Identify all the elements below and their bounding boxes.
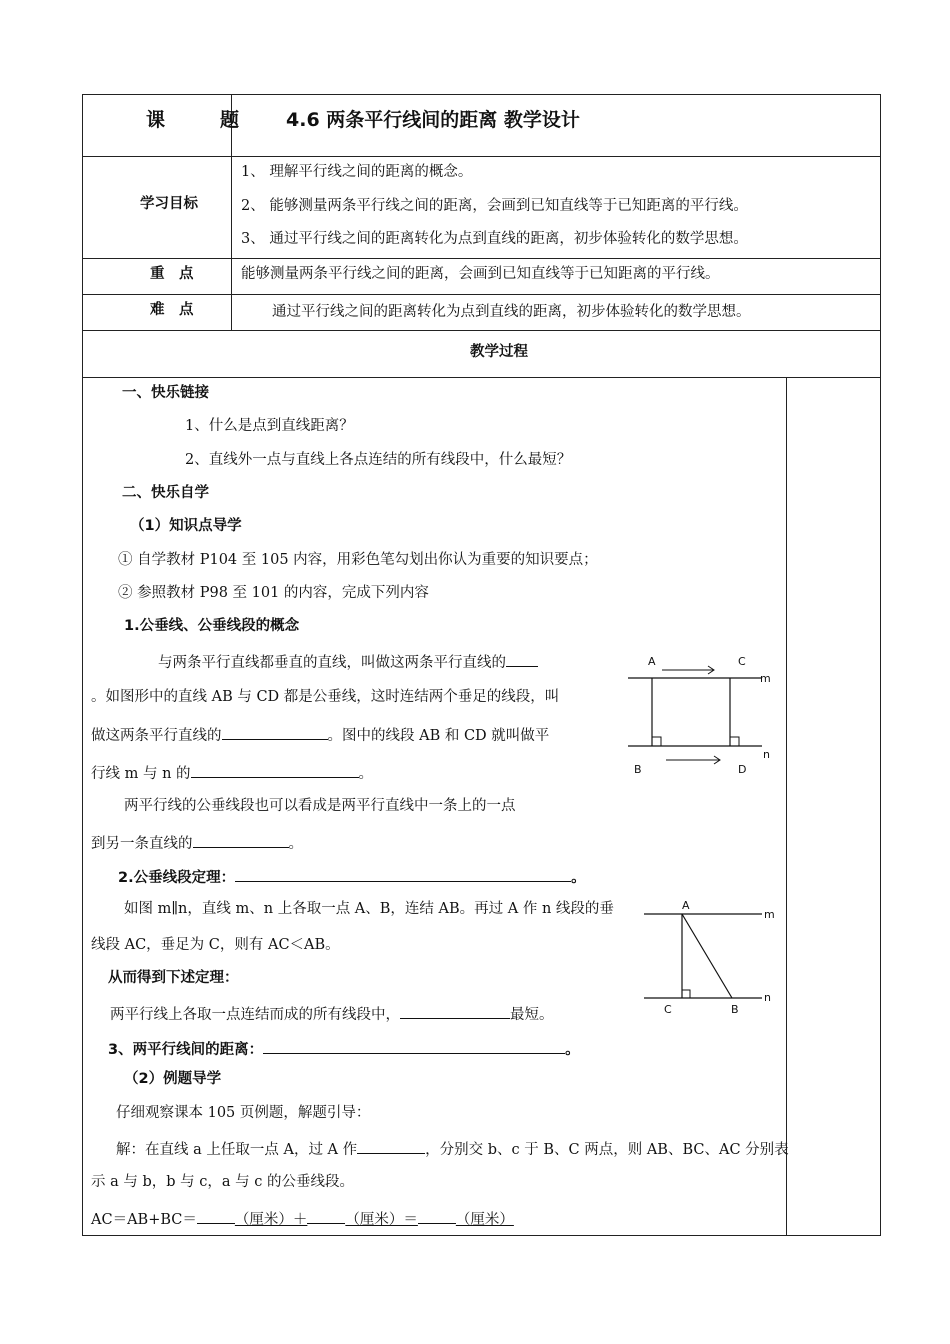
- fill-blank[interactable]: [235, 865, 571, 882]
- label-a: A: [682, 899, 690, 912]
- concept-heading: 3、两平行线间的距离： 。: [108, 1037, 580, 1060]
- concept-text: 。如图形中的直线 AB 与 CD 都是公垂线，这时连结两个垂足的线段，叫: [91, 689, 560, 705]
- key-point-text: 能够测量两条平行线之间的距离，会画到已知直线等于已知距离的平行线。: [241, 266, 720, 282]
- concept-heading: 1.公垂线、公垂线段的概念: [124, 618, 300, 634]
- fill-blank[interactable]: [197, 1207, 235, 1224]
- fill-blank[interactable]: [357, 1137, 425, 1154]
- common-perpendicular-figure: [620, 648, 780, 778]
- process-title: 教学过程: [470, 344, 528, 360]
- fill-blank[interactable]: [506, 650, 538, 667]
- concept-subheading: 从而得到下述定理：: [108, 970, 239, 986]
- objective-item: 1、 理解平行线之间的距离的概念。: [241, 164, 473, 180]
- course-title: 4.6 两条平行线间的距离 教学设计: [286, 109, 580, 131]
- key-point-label: 重 点: [150, 266, 194, 282]
- section-heading: 二、快乐自学: [122, 485, 209, 501]
- concept-text: 两平行线的公垂线段也可以看成是两平行直线中一条上的一点: [124, 798, 516, 814]
- label-m: m: [760, 672, 771, 685]
- fill-blank[interactable]: [222, 723, 328, 740]
- objectives-label: 学习目标: [140, 196, 198, 212]
- row-divider: [82, 156, 881, 157]
- concept-text: 两平行线上各取一点连结而成的所有线段中， 最短。: [110, 1002, 554, 1025]
- example-text: 仔细观察课本 105 页例题，解题引导：: [116, 1105, 371, 1121]
- subsection-heading: （1）知识点导学: [130, 518, 242, 534]
- example-text: 解：在直线 a 上任取一点 A，过 A 作 ，分别交 b、c 于 B、C 两点，则 AB、BC、AC 分别表: [116, 1137, 789, 1160]
- question: 2、直线外一点与直线上各点连结的所有线段中，什么最短？: [185, 452, 572, 468]
- label-d: D: [738, 763, 747, 776]
- study-step: ② 参照教材 P98 至 101 的内容，完成下列内容: [118, 585, 429, 601]
- label-c: C: [664, 1003, 672, 1016]
- row-divider: [82, 258, 881, 259]
- objective-item: 3、 通过平行线之间的距离转化为点到直线的距离，初步体验转化的数学思想。: [241, 231, 748, 247]
- fill-blank[interactable]: [263, 1037, 565, 1054]
- label-n: n: [763, 748, 770, 761]
- example-formula: AC＝AB+BC＝ （厘米）＋ （厘米）＝ （厘米）: [91, 1207, 514, 1230]
- concept-text: 做这两条平行直线的 。图中的线段 AB 和 CD 就叫做平: [91, 723, 549, 746]
- fill-blank[interactable]: [307, 1207, 345, 1224]
- concept-text: 到另一条直线的 。: [91, 831, 303, 854]
- study-step: ① 自学教材 P104 至 105 内容，用彩色笔勾划出你认为重要的知识要点；: [118, 552, 598, 568]
- fill-blank[interactable]: [193, 831, 289, 848]
- label-b: B: [634, 763, 642, 776]
- right-angle-mark: [682, 990, 690, 998]
- concept-heading: 2.公垂线段定理： 。: [118, 865, 586, 888]
- row-divider: [82, 294, 881, 295]
- concept-text: 行线 m 与 n 的 。: [91, 761, 373, 784]
- question: 1、什么是点到直线距离？: [185, 418, 354, 434]
- right-angle-mark: [730, 737, 739, 746]
- example-text: 示 a 与 b，b 与 c，a 与 c 的公垂线段。: [91, 1174, 354, 1190]
- label-n: n: [764, 991, 771, 1004]
- difficult-point-label: 难 点: [150, 302, 194, 318]
- concept-text: 线段 AC，垂足为 C，则有 AC＜AB。: [91, 937, 340, 953]
- concept-text: 如图 m∥n，直线 m、n 上各取一点 A、B，连结 AB。再过 A 作 n 线段的垂: [124, 901, 614, 917]
- perpendicular-segment-figure: [636, 896, 786, 1021]
- right-angle-mark: [652, 737, 661, 746]
- concept-text: 与两条平行直线都垂直的直线，叫做这两条平行直线的: [158, 650, 538, 673]
- row-divider: [82, 377, 881, 378]
- label-c: C: [738, 655, 746, 668]
- label-m: m: [764, 908, 775, 921]
- course-label: 课 题: [146, 109, 258, 131]
- column-divider: [786, 377, 787, 1236]
- fill-blank[interactable]: [418, 1207, 456, 1224]
- label-a: A: [648, 655, 656, 668]
- fill-blank[interactable]: [191, 761, 359, 778]
- segment-ab: [682, 914, 732, 998]
- section-heading: 一、快乐链接: [122, 385, 209, 401]
- subsection-heading: （2）例题导学: [124, 1071, 222, 1087]
- fill-blank[interactable]: [400, 1002, 510, 1019]
- row-divider: [82, 330, 881, 331]
- label-b: B: [731, 1003, 739, 1016]
- objective-item: 2、 能够测量两条平行线之间的距离，会画到已知直线等于已知距离的平行线。: [241, 198, 748, 214]
- difficult-point-text: 通过平行线之间的距离转化为点到直线的距离，初步体验转化的数学思想。: [272, 304, 751, 320]
